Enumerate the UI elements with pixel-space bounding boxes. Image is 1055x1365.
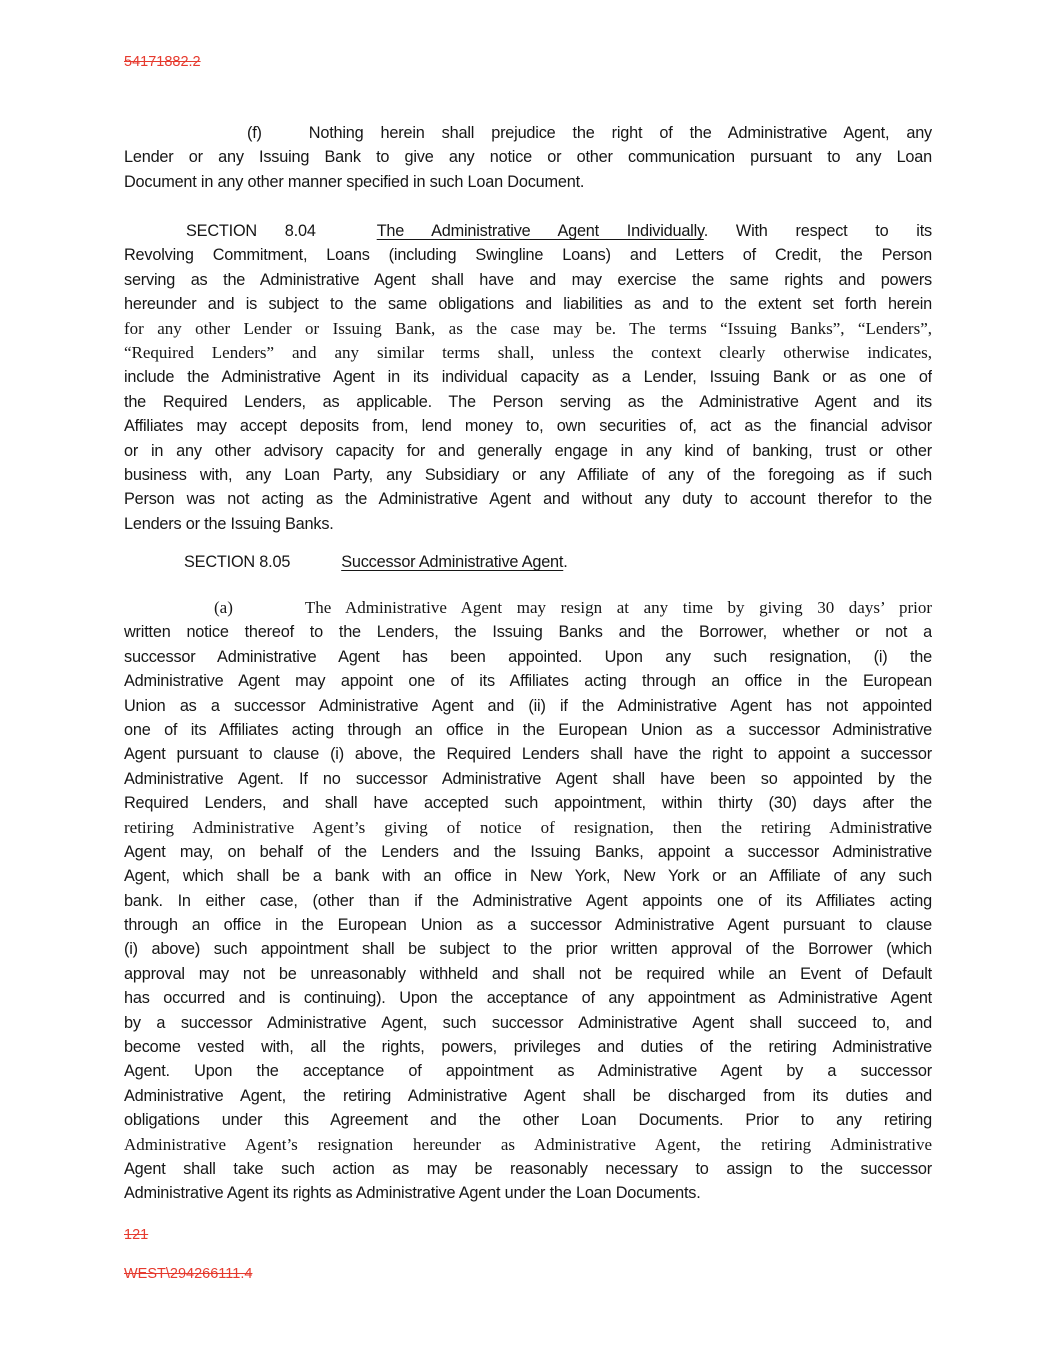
page-number-strikethrough: 121 bbox=[124, 1227, 149, 1243]
text-segment: Person was not acting as the Administrative Agent and without any duty to account therefor to the bbox=[124, 490, 932, 509]
text-segment: through an office in the European Union as a successor Administrative Agent pursuant to clause bbox=[124, 916, 932, 935]
text-line bbox=[124, 742, 932, 766]
text-segment: strative bbox=[881, 818, 932, 837]
text-line bbox=[124, 816, 932, 840]
text-segment: . bbox=[563, 553, 568, 571]
text-segment: Agent shall take such action as may be reasonably necessary to assign to the successor bbox=[124, 1159, 932, 1178]
text-segment: Affiliates may accept deposits from, lend money to, own securities of, act as the financial advisor bbox=[124, 417, 932, 436]
text-line bbox=[124, 219, 932, 243]
text-line bbox=[124, 292, 932, 316]
text-line bbox=[124, 596, 932, 620]
text-segment: become vested with, all the rights, powers, privileges and duties of the retiring Administrative bbox=[124, 1038, 932, 1057]
text-segment: by a successor Administrative Agent, such successor Administrative Agent shall succeed to, and bbox=[124, 1013, 932, 1032]
text-segment: the Required Lenders, as applicable. The Person serving as the Administrative Agent and its bbox=[124, 392, 932, 411]
text-segment: approval may not be unreasonably withheld and shall not be required while an Event of Default bbox=[124, 964, 932, 983]
text-line bbox=[124, 439, 932, 463]
text-line bbox=[124, 1181, 932, 1205]
section-8-04-paragraph bbox=[124, 219, 932, 536]
text-segment: hereunder and is subject to the same obligations and liabilities as and to the extent set forth herein bbox=[124, 295, 932, 314]
text-line bbox=[124, 268, 932, 292]
text-line bbox=[124, 1035, 932, 1059]
text-segment: or in any other advisory capacity for and generally engage in any kind of banking, trust or other bbox=[124, 441, 932, 460]
text-segment: Administrative Agent. If no successor Administrative Agent shall have been so appointed by the bbox=[124, 769, 932, 788]
text-segment: (f) bbox=[247, 124, 262, 142]
text-segment: for any other Lender or Issuing Bank, as the case may be. The terms “Issuing Banks”, “Lenders”, bbox=[124, 318, 932, 338]
text-line bbox=[124, 694, 932, 718]
text-line bbox=[124, 840, 932, 864]
text-segment: retiring Administrative Agent’s giving of notice of resignation, then the retiring Admini bbox=[124, 817, 882, 837]
text-line bbox=[124, 550, 932, 574]
text-line bbox=[124, 512, 932, 536]
text-segment: Successor Administrative Agent bbox=[341, 553, 564, 571]
paragraph-f bbox=[124, 121, 932, 194]
text-segment: Lender or any Issuing Bank to give any notice or other communication pursuant to any Loan bbox=[124, 148, 932, 167]
text-segment: obligations under this Agreement and the other Loan Documents. Prior to any retiring bbox=[124, 1111, 932, 1130]
text-line bbox=[124, 645, 932, 669]
text-segment: SECTION 8.05 bbox=[184, 553, 291, 571]
text-line bbox=[124, 1108, 932, 1132]
text-line bbox=[124, 889, 932, 913]
text-line bbox=[124, 1133, 932, 1157]
text-segment: bank. In either case, (other than if the Administrative Agent appoints one of its Affiliates acting bbox=[124, 891, 932, 910]
text-line bbox=[124, 1157, 932, 1181]
text-segment: include the Administrative Agent in its individual capacity as a Lender, Issuing Bank or as one of bbox=[124, 368, 932, 387]
text-line bbox=[124, 341, 932, 365]
text-line bbox=[124, 1011, 932, 1035]
tab-spacer bbox=[316, 235, 377, 236]
text-segment: one of its Affiliates acting through an office in the European Union as a successor Administrative bbox=[124, 720, 932, 739]
text-line bbox=[124, 243, 932, 267]
text-line bbox=[124, 767, 932, 791]
tab-spacer bbox=[290, 566, 341, 567]
text-segment: . With respect to its bbox=[703, 222, 932, 240]
text-segment: Administrative Agent its rights as Administrative Agent under the Loan Documents. bbox=[124, 1184, 701, 1203]
text-line bbox=[124, 121, 932, 145]
text-segment: has occurred and is continuing). Upon the acceptance of any appointment as Administrative Agent bbox=[124, 989, 932, 1008]
text-line bbox=[124, 1059, 932, 1083]
text-segment: Administrative Agent’s resignation hereunder as Administrative Agent, the retiring Administrative bbox=[124, 1134, 932, 1154]
text-segment: Lenders or the Issuing Banks. bbox=[124, 514, 334, 533]
text-line bbox=[124, 986, 932, 1010]
text-line bbox=[124, 620, 932, 644]
text-line bbox=[124, 170, 932, 194]
text-segment: Administrative Agent, the retiring Administrative Agent shall be discharged from its duties and bbox=[124, 1086, 932, 1105]
text-segment: Agent pursuant to clause (i) above, the Required Lenders shall have the right to appoint a successor bbox=[124, 745, 932, 764]
doc-id-strikethrough: WEST\294266111.4 bbox=[124, 1266, 253, 1282]
text-segment: Agent, which shall be a bank with an office in New York, New York or an Affiliate of any such bbox=[124, 867, 932, 886]
text-line bbox=[124, 414, 932, 438]
paragraph-a bbox=[124, 596, 932, 1206]
text-segment: Required Lenders, and shall have accepted such appointment, within thirty (30) days after the bbox=[124, 794, 932, 813]
text-segment: Revolving Commitment, Loans (including Swingline Loans) and Letters of Credit, the Person bbox=[124, 246, 932, 265]
text-line bbox=[124, 962, 932, 986]
text-segment: Union as a successor Administrative Agent and (ii) if the Administrative Agent has not appointed bbox=[124, 696, 932, 715]
text-line bbox=[124, 317, 932, 341]
text-line bbox=[124, 390, 932, 414]
text-line bbox=[124, 718, 932, 742]
text-segment: Agent. Upon the acceptance of appointment as Administrative Agent by a successor bbox=[124, 1062, 932, 1081]
text-line bbox=[124, 1084, 932, 1108]
text-segment: (a) bbox=[214, 598, 233, 617]
text-line bbox=[124, 937, 932, 961]
text-segment: (i) above) such appointment shall be subject to the prior written approval of the Borrower (which bbox=[124, 940, 932, 959]
tab-spacer bbox=[262, 137, 309, 138]
tab-spacer bbox=[233, 612, 305, 613]
text-segment: written notice thereof to the Lenders, the Issuing Banks and the Borrower, whether or not a bbox=[124, 623, 932, 642]
text-line bbox=[124, 864, 932, 888]
text-line bbox=[124, 913, 932, 937]
text-line bbox=[124, 145, 932, 169]
doc-number-strikethrough: 54171882.2 bbox=[124, 54, 201, 70]
text-segment: SECTION 8.04 bbox=[186, 222, 316, 240]
text-segment: serving as the Administrative Agent shall have and may exercise the same rights and powers bbox=[124, 270, 932, 289]
text-line bbox=[124, 365, 932, 389]
text-segment: business with, any Loan Party, any Subsidiary or any Affiliate of any of the foregoing as if such bbox=[124, 465, 932, 484]
text-segment: The Administrative Agent may resign at any time by giving 30 days’ prior bbox=[304, 598, 932, 617]
text-line bbox=[124, 669, 932, 693]
text-segment: The Administrative Agent Individually bbox=[376, 222, 704, 240]
text-segment: Agent may, on behalf of the Lenders and the Issuing Banks, appoint a successor Administrative bbox=[124, 842, 932, 861]
text-line bbox=[124, 791, 932, 815]
text-segment: successor Administrative Agent has been appointed. Upon any such resignation, (i) the bbox=[124, 647, 932, 666]
text-segment: Administrative Agent may appoint one of its Affiliates acting through an office in the European bbox=[124, 672, 932, 691]
text-line bbox=[124, 463, 932, 487]
text-segment: Nothing herein shall prejudice the right of the Administrative Agent, any bbox=[308, 124, 932, 142]
text-segment: Document in any other manner specified in such Loan Document. bbox=[124, 172, 585, 191]
text-line bbox=[124, 487, 932, 511]
text-segment: “Required Lenders” and any similar terms shall, unless the context clearly otherwise indicates, bbox=[124, 342, 932, 362]
section-8-05-heading bbox=[124, 550, 932, 574]
